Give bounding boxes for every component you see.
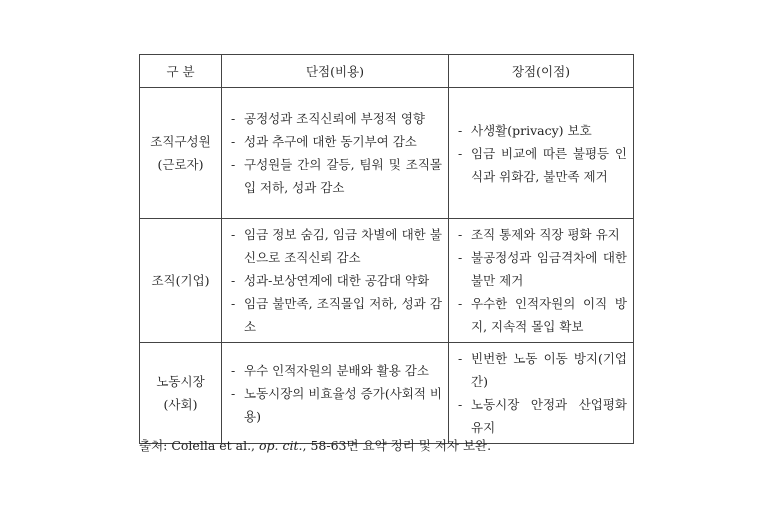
table-row: [140, 219, 634, 343]
pros-cell: [449, 88, 634, 219]
header-cons: 단점(비용): [222, 55, 449, 88]
pros-cell: [449, 343, 634, 444]
cons-cell: [222, 219, 449, 343]
pros-item: - 노동시장 안정과 산업평화 유지: [457, 393, 627, 439]
cons-cell: [222, 88, 449, 219]
table-row: [140, 343, 634, 444]
cons-item: - 임금 불만족, 조직몰입 저하, 성과 감소: [230, 292, 442, 338]
pros-cell: [449, 219, 634, 343]
cons-item: - 공정성과 조직신뢰에 부정적 영향: [230, 107, 442, 130]
pros-item: - 조직 통제와 직장 평화 유지: [457, 223, 627, 246]
pros-item: - 빈번한 노동 이동 방지(기업간): [457, 347, 627, 393]
category-line: 조직구성원: [150, 134, 211, 149]
category-line: 조직(기업): [151, 273, 210, 288]
source-prefix: 출처: Colella et al.,: [139, 438, 260, 453]
source-suffix: , 58-63면 요약 정리 및 저자 보완.: [302, 438, 492, 453]
pros-item: - 사생활(privacy) 보호: [457, 119, 627, 142]
category-subline: (근로자): [157, 157, 204, 172]
category-line: 노동시장: [156, 374, 205, 389]
row-category: [140, 219, 222, 343]
cons-item: - 노동시장의 비효율성 증가(사회적 비용): [230, 382, 442, 428]
source-note: [139, 438, 491, 454]
cons-item: - 우수 인적자원의 분배와 활용 감소: [230, 359, 442, 382]
pros-item: - 우수한 인적자원의 이직 방지, 지속적 몰입 확보: [457, 292, 627, 338]
table-row: [140, 88, 634, 219]
header-category: 구 분: [140, 55, 222, 88]
row-category: [140, 343, 222, 444]
category-subline: (사회): [163, 397, 198, 412]
cons-cell: [222, 343, 449, 444]
cons-item: - 임금 정보 숨김, 임금 차별에 대한 불신으로 조직신뢰 감소: [230, 223, 442, 269]
cons-item: - 성과-보상연계에 대한 공감대 약화: [230, 269, 442, 292]
pros-item: - 임금 비교에 따른 불평등 인식과 위화감, 불만족 제거: [457, 142, 627, 188]
row-category: [140, 88, 222, 219]
comparison-table: [139, 54, 634, 444]
cons-item: - 구성원들 간의 갈등, 팀워 및 조직몰입 저하, 성과 감소: [230, 153, 442, 199]
table-header-row: [140, 55, 634, 88]
cons-item: - 성과 추구에 대한 동기부여 감소: [230, 130, 442, 153]
header-pros: 장점(이점): [449, 55, 634, 88]
source-italic: op. cit.: [259, 438, 303, 453]
pros-item: - 불공정성과 임금격차에 대한 불만 제거: [457, 246, 627, 292]
